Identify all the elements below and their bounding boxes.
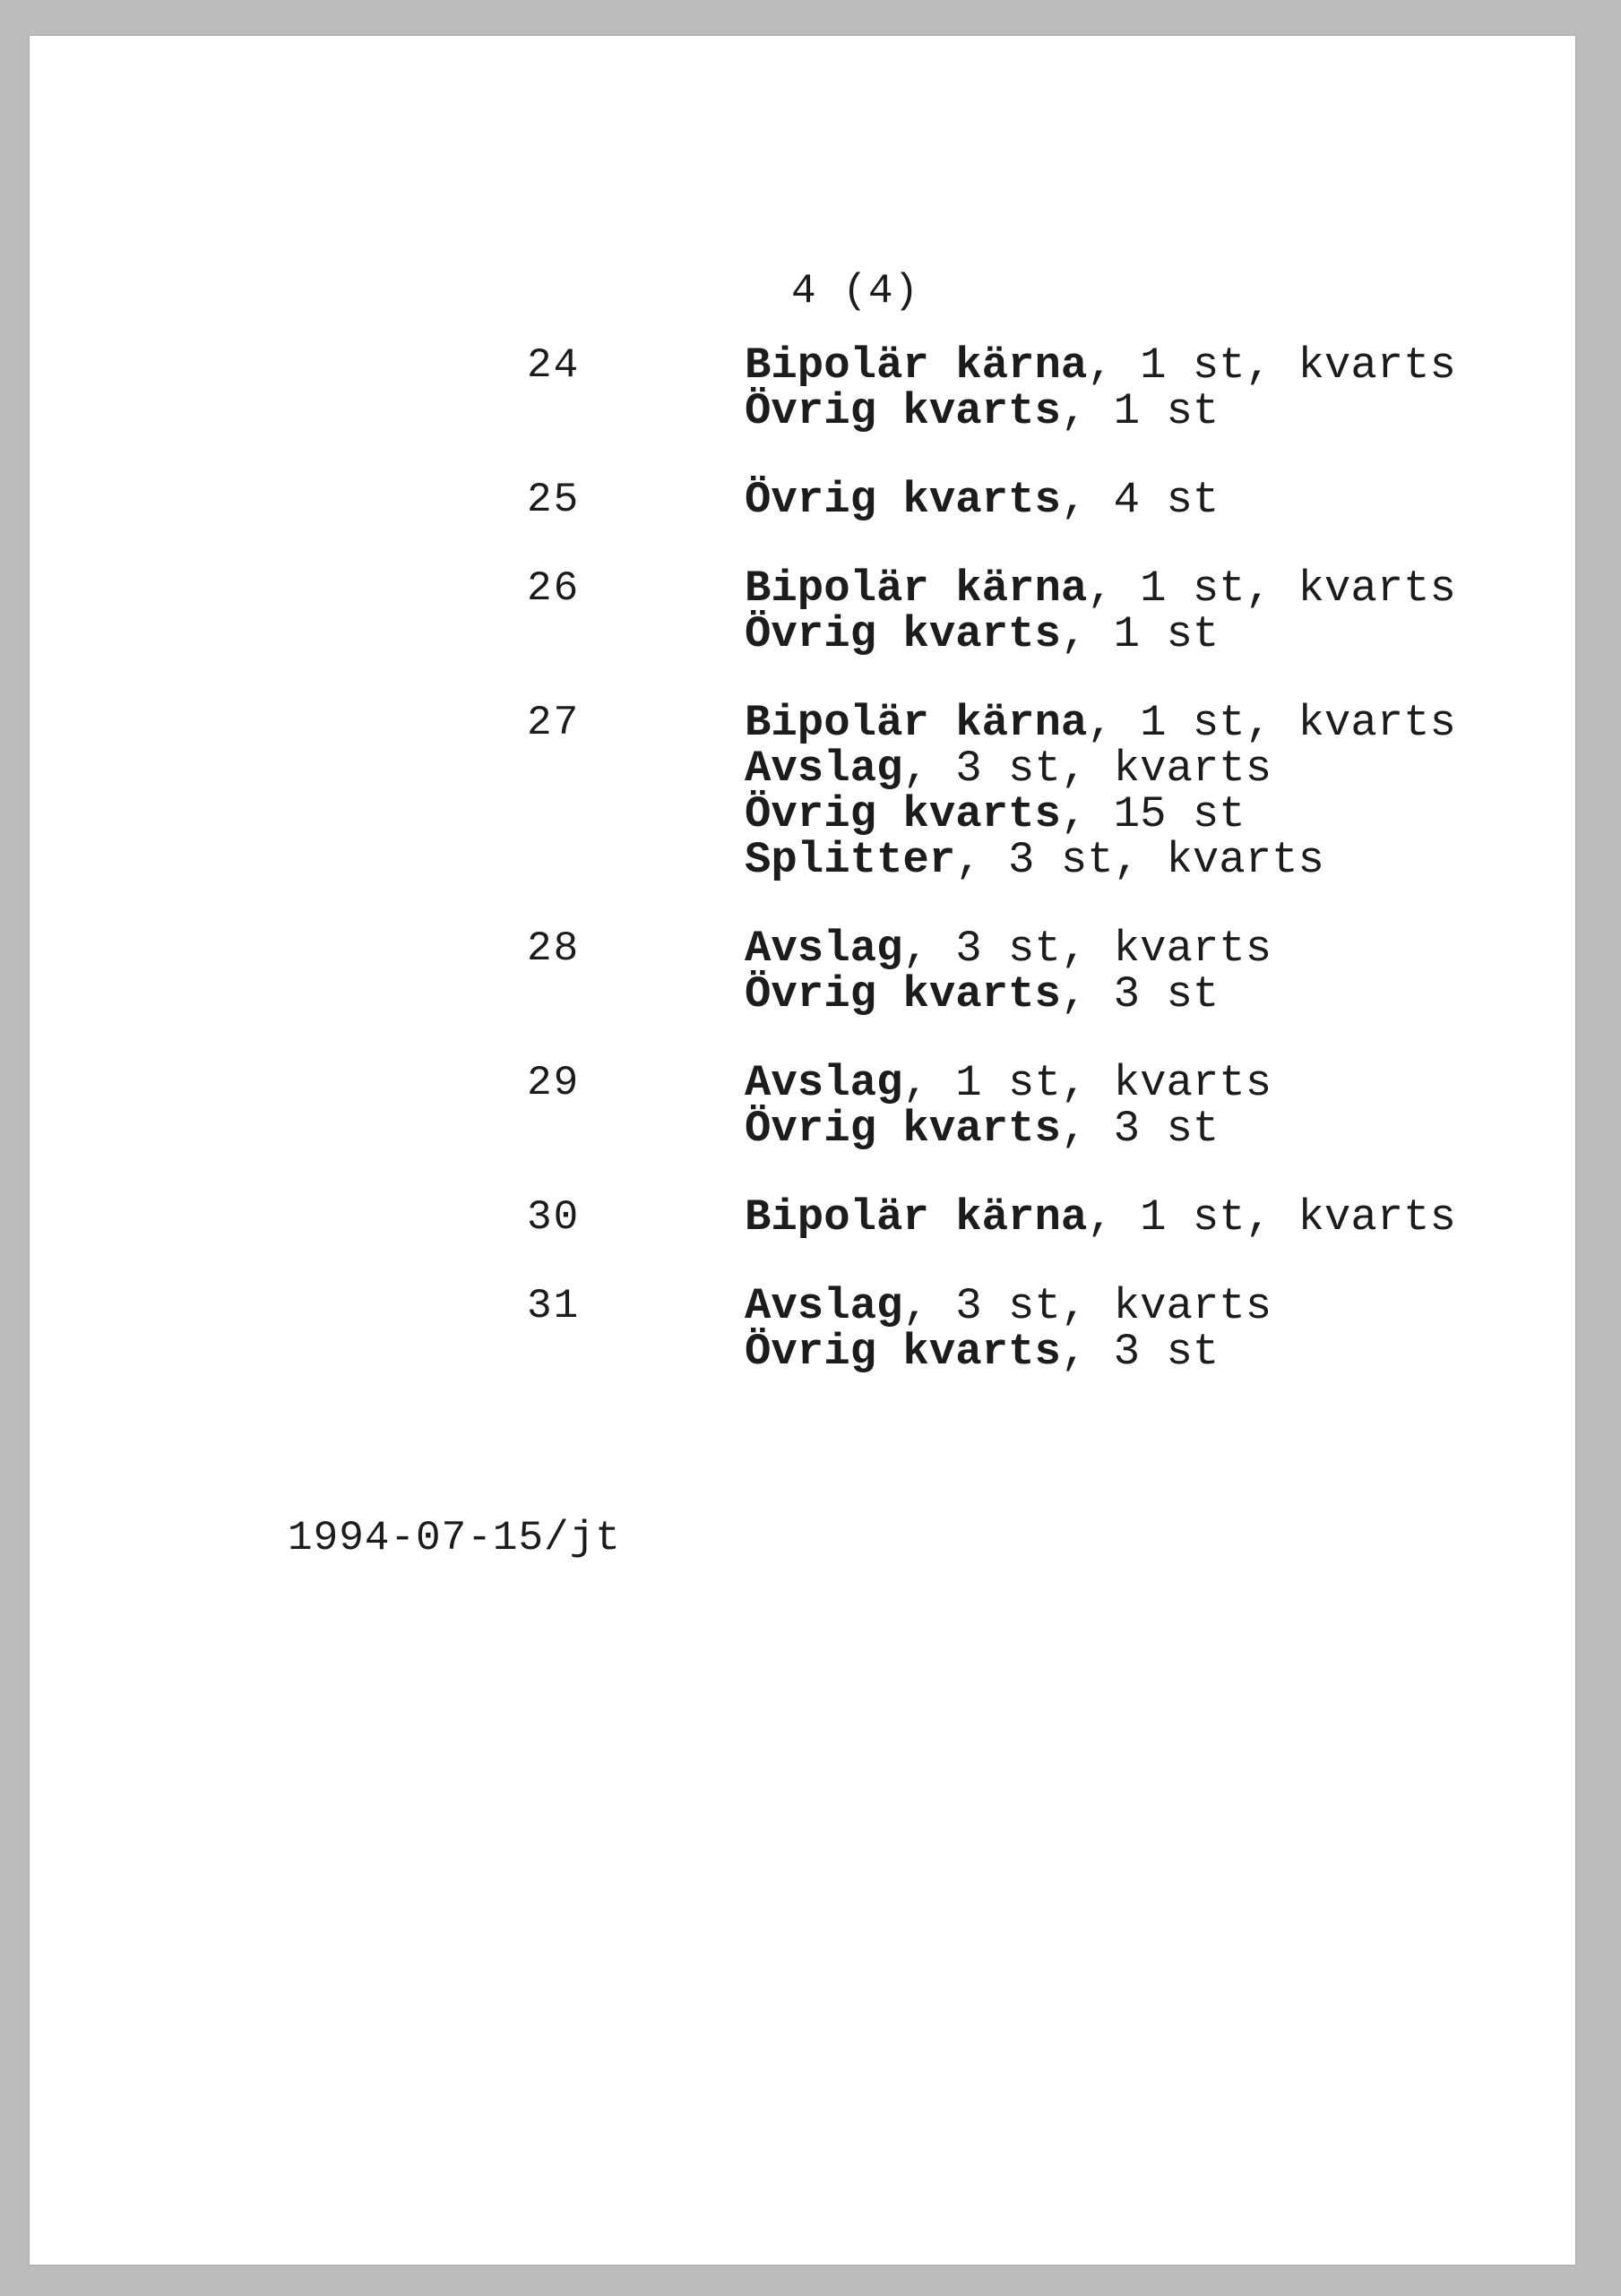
entry-line [745, 609, 1456, 659]
entry-line [745, 1058, 1272, 1108]
entry-line [745, 698, 1456, 748]
entry-number: 27 [527, 700, 581, 746]
entry-lines [745, 698, 1456, 885]
entry-line [745, 835, 1456, 885]
entry-line [745, 477, 1219, 523]
quantity-text: , 1 st [1060, 609, 1220, 659]
entry-lines [745, 926, 1272, 1018]
entry-lines [745, 1281, 1272, 1377]
quantity-text: , 3 st, kvarts [955, 835, 1324, 885]
entry-line [745, 1329, 1272, 1375]
find-entry [527, 1281, 1584, 1377]
material-label: Avslag [745, 1058, 903, 1108]
entry-line [745, 1106, 1272, 1152]
material-label: Övrig kvarts [745, 475, 1061, 525]
quantity-text: , 4 st [1060, 475, 1220, 525]
material-label: Avslag [745, 1281, 903, 1331]
quantity-text: , 3 st, kvarts [902, 744, 1272, 794]
quantity-text: , 3 st [1060, 1327, 1220, 1377]
entry-lines [745, 477, 1219, 523]
entry-line [745, 1192, 1456, 1243]
quantity-text: , 1 st, kvarts [1087, 1192, 1456, 1243]
material-label: Övrig kvarts [745, 969, 1061, 1019]
entry-number: 26 [527, 565, 581, 612]
quantity-text: , 1 st, kvarts [1087, 563, 1456, 614]
material-label: Bipolär kärna [745, 1192, 1088, 1243]
material-label: Övrig kvarts [745, 386, 1061, 436]
entry-lines [745, 563, 1456, 659]
entry-lines [745, 1058, 1272, 1154]
entry-lines [745, 1192, 1456, 1243]
entry-line [745, 926, 1272, 972]
page-number: 4 (4) [791, 268, 920, 314]
find-entry [527, 1058, 1584, 1154]
entry-number: 30 [527, 1194, 581, 1241]
quantity-text: , 3 st, kvarts [902, 1281, 1272, 1331]
material-label: Avslag [745, 924, 903, 974]
entry-line [745, 340, 1456, 391]
material-label: Bipolär kärna [745, 698, 1088, 748]
entry-number: 25 [527, 477, 581, 523]
quantity-text: , 1 st, kvarts [1087, 698, 1456, 748]
quantity-text: , 1 st, kvarts [1087, 340, 1456, 391]
entry-number: 28 [527, 925, 581, 972]
material-label: Övrig kvarts [745, 789, 1061, 839]
entry-line [745, 1281, 1272, 1331]
entry-number: 24 [527, 342, 581, 389]
find-entry [527, 926, 1584, 1018]
entry-number: 31 [527, 1283, 581, 1329]
quantity-text: , 3 st [1060, 969, 1220, 1019]
material-label: Övrig kvarts [745, 1327, 1061, 1377]
material-label: Splitter [745, 835, 956, 885]
quantity-text: , 3 st, kvarts [902, 924, 1272, 974]
entry-line [745, 563, 1456, 614]
material-label: Övrig kvarts [745, 1104, 1061, 1154]
find-entry [527, 563, 1584, 659]
quantity-text: , 1 st [1060, 386, 1220, 436]
quantity-text: , 1 st, kvarts [902, 1058, 1272, 1108]
find-entry [527, 477, 1584, 523]
quantity-text: , 15 st [1060, 789, 1246, 839]
entry-line [745, 789, 1456, 839]
find-list [527, 340, 1584, 1418]
material-label: Bipolär kärna [745, 340, 1088, 391]
document-page [30, 36, 1575, 2265]
find-entry [527, 698, 1584, 885]
date-signature: 1994-07-15/jt [288, 1515, 621, 1561]
find-entry [527, 340, 1584, 436]
entry-lines [745, 340, 1456, 436]
entry-number: 29 [527, 1060, 581, 1106]
entry-line [745, 969, 1272, 1019]
quantity-text: , 3 st [1060, 1104, 1220, 1154]
find-entry [527, 1192, 1584, 1243]
entry-line [745, 386, 1456, 436]
material-label: Avslag [745, 744, 903, 794]
material-label: Övrig kvarts [745, 609, 1061, 659]
entry-line [745, 746, 1456, 792]
material-label: Bipolär kärna [745, 563, 1088, 614]
